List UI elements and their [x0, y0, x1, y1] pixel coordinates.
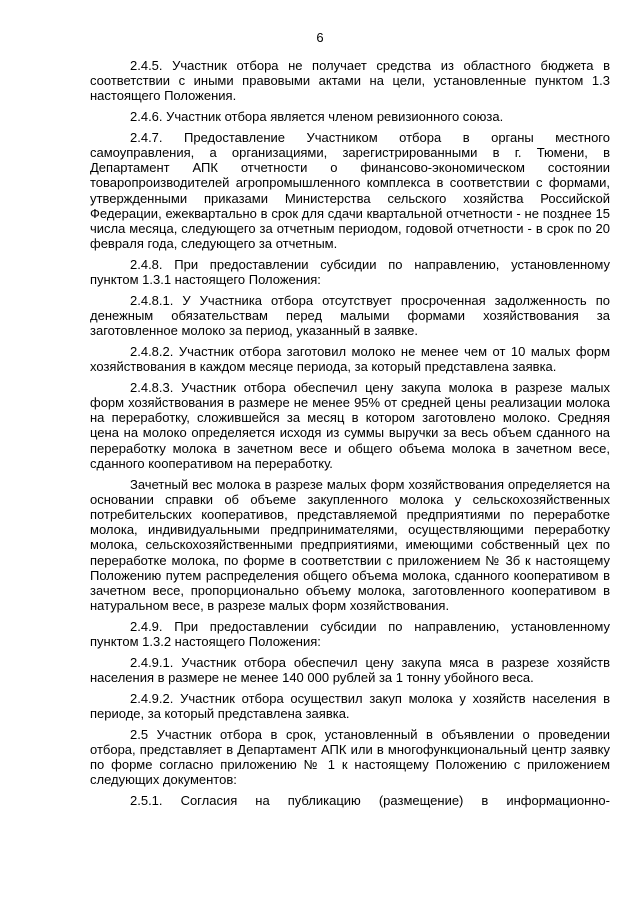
paragraph-2-4-7: 2.4.7. Предоставление Участником отбора в органы местного самоуправления, а организациями, зарегистрированными в г. Тюмени, в Департамент АПК отчетности о финансово-экономическом состоянии товаропроизводителей агропромышленного комплекса в соответствии с формами, утвержденными приказами Министерства сельского хозяйства Российской Федерации, ежеквартально в срок для сдачи квартальной отчетности - не позднее 15 числа месяца, следующего за отчетным периодом, годовой отчетности - в срок по 20 февраля года, следующего за отчетным.	[90, 129, 610, 252]
document-body	[90, 58, 610, 814]
paragraph-credit-weight: Зачетный вес молока в разрезе малых форм хозяйствования определяется на основании справки об объеме закупленного молока у сельскохозяйственных потребительских кооперативов, представляемой предприятиями по переработке молока, индивидуальными предпринимателями, осуществляющими переработку молока, сельскохозяйственными предприятиями, имеющими собственный цех по переработке молока, по форме в соответствии с приложением № 3б к настоящему Положению путем распределения общего объема молока, сданного кооперативом в зачетном весе, пропорционально объему молока, заготовленного кооперативом в натуральном весе, в разрезе малых форм хозяйствования.	[90, 476, 610, 614]
paragraph-2-4-8: 2.4.8. При предоставлении субсидии по направлению, установленному пунктом 1.3.1 настоящего Положения:	[90, 256, 610, 288]
paragraph-2-4-8-3: 2.4.8.3. Участник отбора обеспечил цену закупа молока в разрезе малых форм хозяйствования в размере не менее 95% от средней цены реализации молока на переработку, сложившейся за месяц в котором заготовлено молоко. Средняя цена на молоко определяется исходя из суммы выручки за весь объем сданного на переработку молока в зачетном весе и общего объема молока в зачетном весе, сданного кооперативом на переработку.	[90, 379, 610, 471]
paragraph-2-4-5: 2.4.5. Участник отбора не получает средства из областного бюджета в соответствии с иными правовыми актами на цели, установленные пунктом 1.3 настоящего Положения.	[90, 58, 610, 104]
paragraph-2-4-6: 2.4.6. Участник отбора является членом ревизионного союза.	[130, 109, 504, 125]
paragraph-2-5: 2.5 Участник отбора в срок, установленный в объявлении о проведении отбора, представляет в Департамент АПК или в многофункциональный центр заявку по форме согласно приложению № 1 к настоящему Положению с приложением следующих документов:	[90, 726, 610, 788]
paragraph-2-4-9-1: 2.4.9.1. Участник отбора обеспечил цену закупа мяса в разрезе хозяйств населения в размере не менее 140 000 рублей за 1 тонну убойного веса.	[90, 654, 610, 686]
paragraph-2-5-1: 2.5.1. Согласия на публикацию (размещение) в информационно-	[130, 792, 610, 808]
paragraph-2-4-9-2: 2.4.9.2. Участник отбора осуществил закуп молока у хозяйств населения в периоде, за который представлена заявка.	[90, 690, 610, 721]
page-number: 6	[316, 30, 324, 45]
paragraph-2-4-8-2: 2.4.8.2. Участник отбора заготовил молоко не менее чем от 10 малых форм хозяйствования в каждом месяце периода, за который представлена заявка.	[90, 343, 610, 375]
paragraph-2-4-9: 2.4.9. При предоставлении субсидии по направлению, установленному пунктом 1.3.2 настоящего Положения:	[90, 618, 610, 650]
paragraph-2-4-8-1: 2.4.8.1. У Участника отбора отсутствует просроченная задолженность по денежным обязательствам перед малыми формами хозяйствования за заготовленное молоко за период, указанный в заявке.	[90, 292, 610, 339]
